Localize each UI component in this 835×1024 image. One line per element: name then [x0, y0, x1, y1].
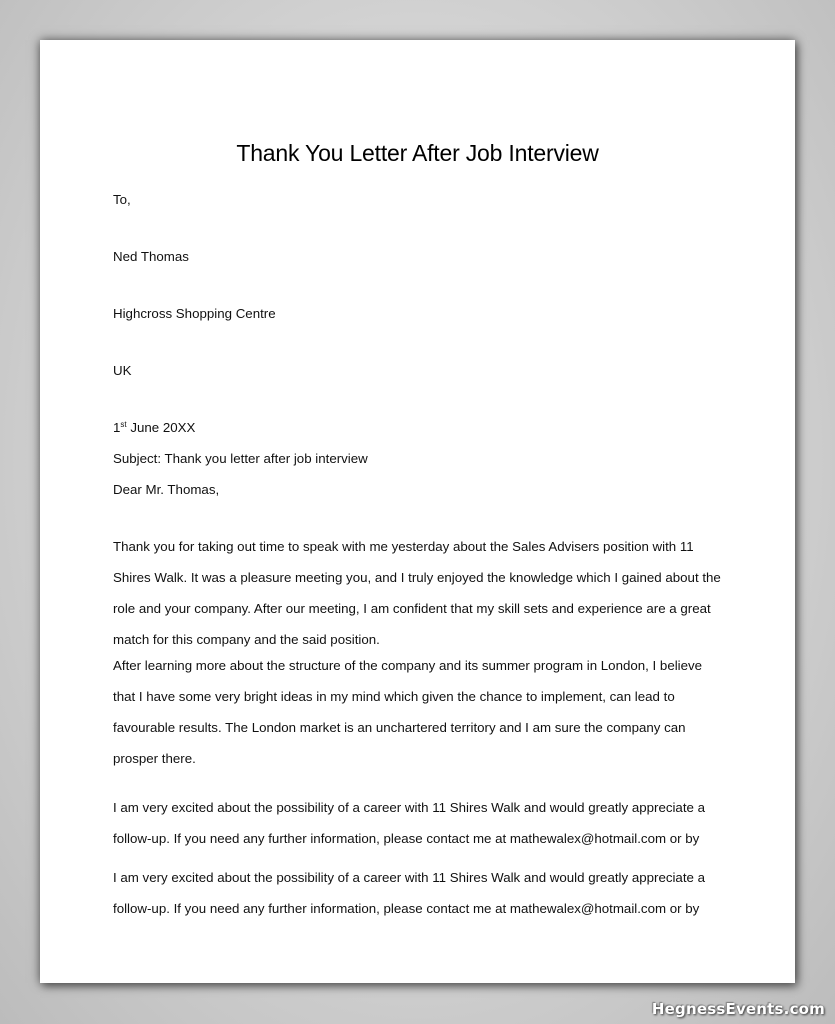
- letter-page: [40, 40, 795, 983]
- recipient-company: Highcross Shopping Centre: [113, 306, 276, 321]
- paragraph-line: I am very excited about the possibility of a career with 11 Shires Walk and would greatly appreciate a: [113, 870, 706, 885]
- date-rest: June 20XX: [126, 420, 196, 435]
- recipient-country: UK: [113, 363, 132, 378]
- recipient-name: Ned Thomas: [113, 249, 189, 264]
- paragraph-line: role and your company. After our meeting, I am confident that my skill sets and experience are a great: [113, 601, 711, 616]
- date-day: 1: [113, 420, 121, 435]
- letter-subject: Subject: Thank you letter after job interview: [113, 451, 368, 466]
- letter-title: Thank You Letter After Job Interview: [236, 140, 599, 166]
- letter-date: [113, 419, 195, 437]
- site-watermark: HegnessEvents.com: [651, 1000, 825, 1018]
- salutation-to: To,: [113, 192, 131, 207]
- paragraph-line: favourable results. The London market is an unchartered territory and I am sure the company can: [113, 720, 686, 735]
- paragraph-line: Shires Walk. It was a pleasure meeting you, and I truly enjoyed the knowledge which I gained about the: [113, 570, 721, 585]
- letter-greeting: Dear Mr. Thomas,: [113, 482, 220, 497]
- paragraph-line: follow-up. If you need any further information, please contact me at mathewalex@hotmail.com or by: [113, 831, 700, 846]
- paragraph-line: prosper there.: [113, 751, 196, 766]
- paragraph-line: I am very excited about the possibility of a career with 11 Shires Walk and would greatly appreciate a: [113, 800, 706, 815]
- paragraph-line: Thank you for taking out time to speak with me yesterday about the Sales Advisers position with 11: [113, 539, 694, 554]
- paragraph-line: follow-up. If you need any further information, please contact me at mathewalex@hotmail.com or by: [113, 901, 700, 916]
- date-suffix: st: [120, 420, 127, 429]
- paragraph-line: After learning more about the structure of the company and its summer program in London, I believe: [113, 658, 703, 673]
- paragraph-line: match for this company and the said position.: [113, 632, 380, 647]
- paragraph-4: [113, 862, 753, 924]
- paragraph-2: [113, 650, 753, 774]
- paragraph-line: that I have some very bright ideas in my mind which given the chance to implement, can lead to: [113, 689, 675, 704]
- paragraph-1: [113, 531, 753, 655]
- paragraph-3: [113, 792, 753, 854]
